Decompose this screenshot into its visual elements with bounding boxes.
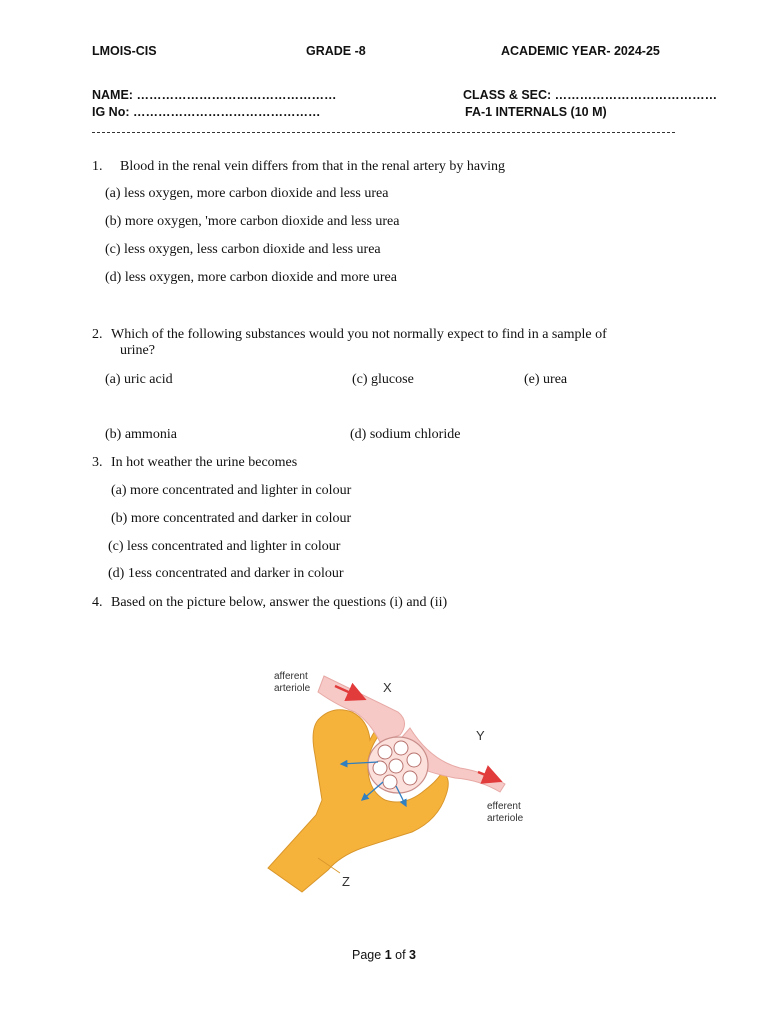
afferent-label-2: arteriole xyxy=(274,683,311,694)
q1-number: 1. xyxy=(92,159,103,174)
q3-text: In hot weather the urine becomes xyxy=(111,455,298,470)
q4-number: 4. xyxy=(92,595,103,610)
exam-title: FA-1 INTERNALS (10 M) xyxy=(465,105,607,119)
q2-option-d: (d) sodium chloride xyxy=(350,427,461,442)
efferent-label-2: arteriole xyxy=(487,813,524,824)
class-section-field: CLASS & SEC: ………………………………… xyxy=(463,88,718,102)
academic-year: ACADEMIC YEAR- 2024-25 xyxy=(501,44,660,58)
q2-text-line1: Which of the following substances would you not normally expect to find in a sample of xyxy=(111,327,607,342)
q2-text-line2: urine? xyxy=(120,343,155,358)
q2-option-e: (e) urea xyxy=(524,372,568,387)
q3-option-c: (c) less concentrated and lighter in colour xyxy=(108,539,341,554)
q3-number: 3. xyxy=(92,455,103,470)
q1-text: Blood in the renal vein differs from that in the renal artery by having xyxy=(120,159,506,174)
q4-text: Based on the picture below, answer the questions (i) and (ii) xyxy=(111,595,448,610)
page-number xyxy=(352,948,416,962)
bowmans-capsule xyxy=(268,710,448,892)
q2-option-a: (a) uric acid xyxy=(105,372,173,387)
q3-option-b: (b) more concentrated and darker in colour xyxy=(111,511,352,526)
q1-option-a: (a) less oxygen, more carbon dioxide and less urea xyxy=(105,186,389,201)
q1-option-c: (c) less oxygen, less carbon dioxide and less urea xyxy=(105,242,381,257)
page-total: 3 xyxy=(409,948,416,962)
page-current: 1 xyxy=(384,948,392,962)
q3-option-d: (d) 1ess concentrated and darker in colour xyxy=(108,566,344,581)
q1-option-b: (b) more oxygen, 'more carbon dioxide and less urea xyxy=(105,214,400,229)
q3-option-a: (a) more concentrated and lighter in colour xyxy=(111,483,352,498)
label-z: Z xyxy=(342,874,350,889)
q2-option-c: (c) glucose xyxy=(352,372,414,387)
label-x: X xyxy=(383,680,392,695)
ig-number-field: IG No: ……………………………………… xyxy=(92,105,321,119)
q1-option-d: (d) less oxygen, more carbon dioxide and more urea xyxy=(105,270,397,285)
grade-label: GRADE -8 xyxy=(306,44,366,58)
school-name: LMOIS-CIS xyxy=(92,44,157,58)
q2-option-b: (b) ammonia xyxy=(105,427,177,442)
afferent-label-1: afferent xyxy=(274,671,308,682)
name-field: NAME: ………………………………………… xyxy=(92,88,337,102)
efferent-label-1: efferent xyxy=(487,801,521,812)
page-word: Page xyxy=(352,948,382,962)
q2-number: 2. xyxy=(92,327,103,342)
glomerulus xyxy=(368,737,428,793)
page-of: of xyxy=(395,948,406,962)
label-y: Y xyxy=(476,728,485,743)
